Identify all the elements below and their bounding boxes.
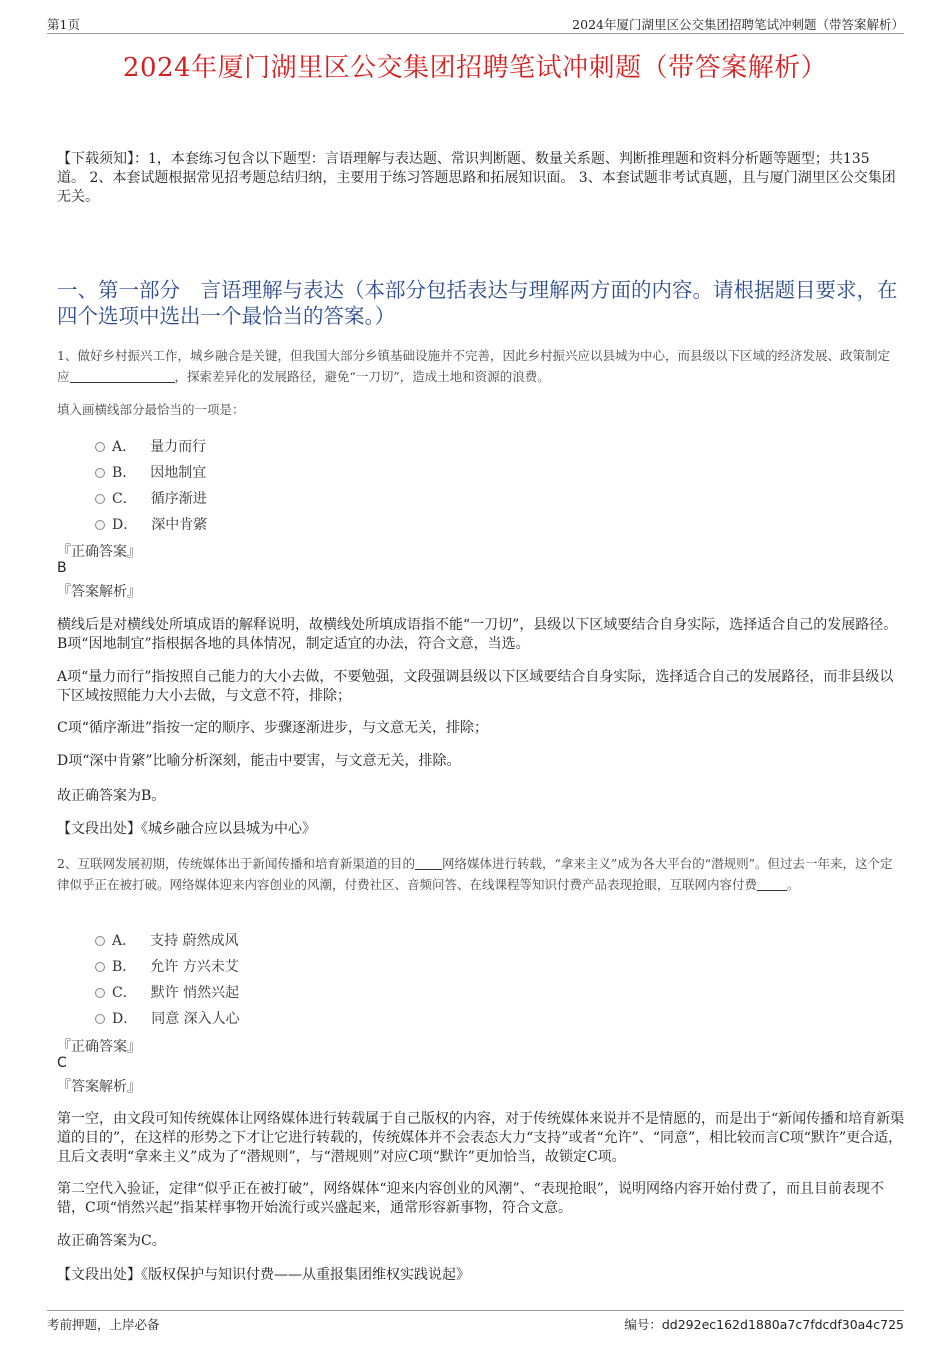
analysis-paragraph: D项“深中肯綮”比喻分析深刻，能击中要害，与文意无关，排除。 xyxy=(57,753,461,769)
document-title: 2024年厦门湖里区公交集团招聘笔试冲刺题（带答案解析） xyxy=(122,53,828,83)
correct-answer-label: 『正确答案』 xyxy=(57,1039,141,1055)
analysis-paragraph: 第二空代入验证，定律“似乎正在被打破”，网络媒体“迎来内容创业的风潮”、“表现抢眼”，说明网络内容开始付费了，而且目前表现不错，C项“悄然兴起”指某样事物开始流行或兴盛起来，通常形容新事物，符合文意。 xyxy=(57,1181,884,1216)
page-header xyxy=(47,14,904,34)
source-citation: 【文段出处】《城乡融合应以县城为中心》 xyxy=(57,821,316,837)
question-1-stem-part-b: ，探索差异化的发展路径，避免“一刀切”，造成土地和资源的浪费。 xyxy=(174,369,550,384)
question-1-stem xyxy=(57,345,899,387)
correct-answer-label: 『正确答案』 xyxy=(57,544,141,560)
correct-answer: B xyxy=(57,560,67,576)
analysis-paragraph: A项“量力而行”指按照自己能力的大小去做，不要勉强，文段强调县级以下区域要结合自身实际，选择适合自己的发展路径，而非县级以下区域按照能力大小去做，与文意不符，排除； xyxy=(57,669,894,704)
analysis-paragraph: 故正确答案为B。 xyxy=(57,788,166,804)
correct-answer: C xyxy=(57,1055,67,1071)
document-code-value: dd292ec162d1880a7c7fdcdf30a4c725 xyxy=(661,1317,904,1332)
option-b[interactable]: B． 因地制宜 xyxy=(95,462,206,484)
document-code xyxy=(624,1315,904,1333)
radio-icon[interactable] xyxy=(95,1014,105,1024)
section-title: 一、第一部分 言语理解与表达（本部分包括表达与理解两方面的内容。请根据题目要求，在四个选项中选出一个最恰当的答案。） xyxy=(57,278,898,328)
radio-icon[interactable] xyxy=(95,936,105,946)
option-a[interactable]: A． 量力而行 xyxy=(95,436,206,458)
radio-icon[interactable] xyxy=(95,520,105,530)
analysis-paragraph: 横线后是对横线处所填成语的解释说明，故横线处所填成语指不能“一刀切”，县级以下区域要结合自身实际，选择适合自己的发展路径。B项“因地制宜”指根据各地的具体情况，制定适宜的办法，符合文意，当选。 xyxy=(57,617,898,652)
analysis-paragraph: 故正确答案为C。 xyxy=(57,1233,166,1249)
radio-icon[interactable] xyxy=(95,494,105,504)
option-c[interactable]: C． 循序渐进 xyxy=(95,488,207,510)
question-2-stem-part-a: 2、互联网发展初期，传统媒体出于新闻传播和培育新渠道的目的 xyxy=(57,856,415,871)
answer-blank xyxy=(757,877,787,891)
question-1-stem-part-a: 1、做好乡村振兴工作，城乡融合是关键，但我国大部分乡镇基础设施并不完善，因此乡村振兴应以县城为中心，而县级以下区域的经济发展、政策制定应 xyxy=(57,348,890,384)
option-d[interactable]: D． 深中肯綮 xyxy=(95,514,207,536)
option-a[interactable]: A． 支持 蔚然成风 xyxy=(95,930,239,952)
radio-icon[interactable] xyxy=(95,468,105,478)
document-code-label: 编号： xyxy=(624,1317,662,1332)
radio-icon[interactable] xyxy=(95,962,105,972)
download-notice: 【下载须知】：1，本套练习包含以下题型：言语理解与表达题、常识判断题、数量关系题、判断推理题和资料分析题等题型；共135道。 2、本套试题根据常见招考题总结归纳，主要用于练习答题思路和拓展知识面。 3、本套试题非考试真题，且与厦门湖里区公交集团无关。 xyxy=(57,151,896,205)
page-number: 第1页 xyxy=(47,17,80,32)
analysis-paragraph: 第一空，由文段可知传统媒体让网络媒体进行转载属于自己版权的内容，对于传统媒体来说并不是情愿的，而是出于“新闻传播和培育新渠道的目的”，在这样的形势之下才让它进行转载的，传统媒体并不会表态大力“支持”或者“允许”、“同意”，相比较而言C项“默许”更合适，且后文表明“拿来主义”成为了“潜规则”，与“潜规则”对应C项“默许”更加恰当，故锁定C项。 xyxy=(57,1111,905,1165)
footer-slogan: 考前押题，上岸必备 xyxy=(47,1317,160,1332)
question-1-prompt: 填入画横线部分最恰当的一项是： xyxy=(57,402,245,417)
option-b[interactable]: B． 允许 方兴未艾 xyxy=(95,956,239,978)
question-2-stem-part-b: 网络媒体进行转载，“拿来主义”成为各大平台的“潜规则”。但过去一年来，这个定律似乎正在被打破。网络媒体迎来内容创业的风潮，付费社区、音频问答、在线课程等知识付费产品表现抢眼，互联网内容付费 xyxy=(57,856,893,892)
header-doc-title: 2024年厦门湖里区公交集团招聘笔试冲刺题（带答案解析） xyxy=(572,17,904,32)
answer-blank xyxy=(70,369,175,383)
option-d[interactable]: D． 同意 深入人心 xyxy=(95,1008,240,1030)
page-footer xyxy=(47,1310,904,1334)
analysis-label: 『答案解析』 xyxy=(57,1079,141,1095)
source-citation: 【文段出处】《版权保护与知识付费——从重报集团维权实践说起》 xyxy=(57,1267,470,1283)
radio-icon[interactable] xyxy=(95,442,105,452)
question-2-stem xyxy=(57,853,899,895)
analysis-paragraph: C项“循序渐进”指按一定的顺序、步骤逐渐进步，与文意无关，排除； xyxy=(57,720,489,736)
radio-icon[interactable] xyxy=(95,988,105,998)
answer-blank xyxy=(415,856,442,870)
analysis-label: 『答案解析』 xyxy=(57,584,141,600)
question-2-stem-part-c: 。 xyxy=(787,877,800,892)
option-c[interactable]: C． 默许 悄然兴起 xyxy=(95,982,239,1004)
